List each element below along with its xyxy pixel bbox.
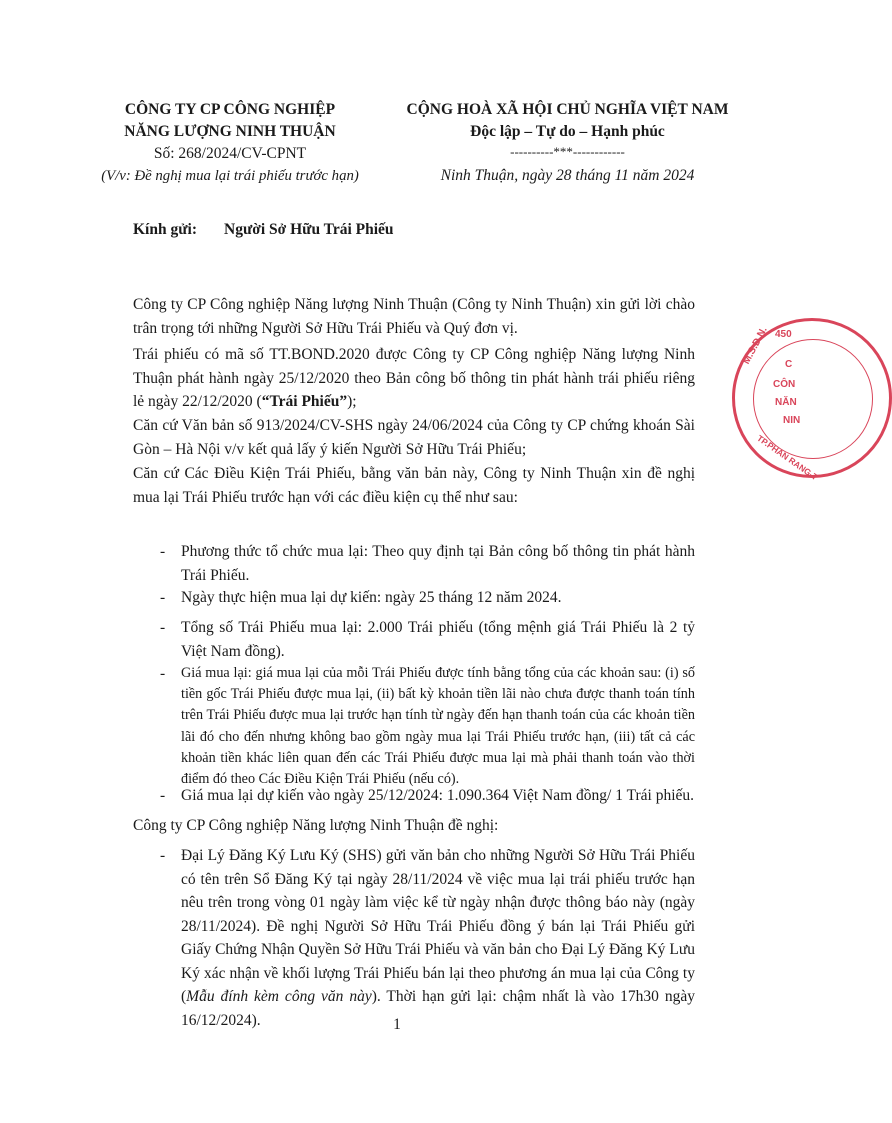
place-and-date: Ninh Thuận, ngày 28 tháng 11 năm 2024: [440, 167, 695, 184]
seal-city-text: TP.PHAN RANG-T: [755, 433, 820, 483]
company-name-line2: NĂNG LƯỢNG NINH THUẬN: [124, 123, 336, 140]
document-subject: (V/v: Đề nghị mua lại trái phiếu trước hạn): [101, 168, 359, 184]
recipient-label: Kính gửi:: [133, 221, 197, 238]
proposal-paragraph: Căn cứ Các Điều Kiện Trái Phiếu, bằng văn bản này, Công ty Ninh Thuận xin đề nghị mua lại Trái Phiếu trước hạn với các điều kiện cụ thể như sau:: [133, 465, 695, 506]
national-motto: Độc lập – Tự do – Hạnh phúc: [470, 123, 665, 140]
seal-number-text: 450: [775, 329, 792, 340]
company-seal: [732, 318, 892, 483]
bullet-repurchase-method: Phương thức tổ chức mua lại: Theo quy định tại Bản công bố thông tin phát hành Trái Phiếu.: [181, 543, 695, 584]
bullet-marker: -: [160, 589, 166, 606]
seal-msdn-text: M.S.D.N.: [741, 325, 770, 367]
depository-agent-deadline: ). Thời hạn gửi lại: chậm nhất là vào 17h30 ngày 16/12/2024).: [181, 988, 695, 1029]
bullet-marker: -: [160, 619, 166, 636]
bullet-depository-agent: [181, 844, 695, 1032]
seal-nang-text: NĂN: [775, 397, 797, 408]
greeting-paragraph: Công ty CP Công nghiệp Năng lượng Ninh Thuận (Công ty Ninh Thuận) xin gửi lời chào trân trọng tới những Người Sở Hữu Trái Phiếu và Quý đơn vị.: [133, 296, 695, 337]
seal-c-text: C: [785, 359, 793, 370]
document-number: Số: 268/2024/CV-CPNT: [153, 145, 307, 162]
bullet-total-bonds: Tổng số Trái Phiếu mua lại: 2.000 Trái phiếu (tổng mệnh giá Trái Phiếu là 2 tỷ Việt Nam đồng).: [181, 619, 695, 660]
attachment-template-note: Mẫu đính kèm công văn này: [186, 988, 372, 1005]
bullet-repurchase-date: Ngày thực hiện mua lại dự kiến: ngày 25 tháng 12 năm 2024.: [181, 589, 562, 606]
bullet-repurchase-price: Giá mua lại: giá mua lại của mỗi Trái Phiếu được tính bằng tổng của các khoản sau: (i) số tiền gốc Trái Phiếu được mua lại, (ii) bất kỳ khoản tiền lãi nào chưa được thanh toán tính trên Trái Phiếu được mua lại trước hạn tính từ ngày đến hạn thanh toán của các khoản tiền lãi đó cho đến nhưng không bao gồm ngày mua lại Trái Phiếu trước hạn, (iii) tất cả các khoản tiền khác liên quan đến các Trái Phiếu được mua lại mà phải thanh toán vào thời điểm đó theo Các Điều Kiện Trái Phiếu (nếu có).: [181, 665, 695, 788]
seal-cong-text: CÔN: [773, 379, 796, 390]
bullet-marker: -: [160, 847, 166, 864]
company-name-line1: CÔNG TY CP CÔNG NGHIỆP: [124, 101, 336, 118]
bond-defined-term: “Trái Phiếu”: [261, 393, 348, 410]
recipient-name: Người Sở Hữu Trái Phiếu: [224, 221, 394, 238]
page-number: 1: [393, 1016, 401, 1033]
republic-title: CỘNG HOÀ XÃ HỘI CHỦ NGHĨA VIỆT NAM: [406, 101, 729, 118]
bond-paragraph: [133, 343, 695, 414]
bullet-expected-price: Giá mua lại dự kiến vào ngày 25/12/2024: 1.090.364 Việt Nam đồng/ 1 Trái phiếu.: [181, 787, 695, 804]
bond-paragraph-end: );: [347, 393, 357, 410]
bullet-marker: -: [160, 787, 166, 804]
seal-nin-text: NIN: [783, 415, 801, 426]
header-divider: ----------***------------: [510, 144, 625, 159]
depository-agent-text: Đại Lý Đăng Ký Lưu Ký (SHS) gửi văn bản cho những Người Sở Hữu Trái Phiếu có tên trên Sổ Đăng Ký tại ngày 28/11/2024 về việc mua lại trái phiếu trước hạn nêu trên trong vòng 01 ngày làm việc kể từ ngày nhận được thông báo này (ngày 28/11/2024). Đề nghị Người Sở Hữu Trái Phiếu đồng ý bán lại Trái Phiếu gửi Giấy Chứng Nhận Quyền Sở Hữu Trái Phiếu và văn bản cho Đại Lý Đăng Ký Lưu Ký xác nhận về khối lượng Trái Phiếu bán lại theo phương án mua lại của Công ty (: [181, 847, 695, 1005]
request-paragraph: Công ty CP Công nghiệp Năng lượng Ninh Thuận đề nghị:: [133, 817, 499, 834]
basis-paragraph: Căn cứ Văn bản số 913/2024/CV-SHS ngày 24/06/2024 của Công ty CP chứng khoán Sài Gòn – Hà Nội v/v kết quả lấy ý kiến Người Sở Hữu Trái Phiếu;: [133, 417, 695, 458]
bond-paragraph-text: Trái phiếu có mã số TT.BOND.2020 được Công ty CP Công nghiệp Năng lượng Ninh Thuận phát hành ngày 25/12/2020 theo Bản công bố thông tin phát hành trái phiếu riêng lẻ ngày 22/12/2020 (: [133, 346, 695, 410]
bullet-marker: -: [160, 543, 166, 560]
bullet-marker: -: [160, 665, 166, 682]
